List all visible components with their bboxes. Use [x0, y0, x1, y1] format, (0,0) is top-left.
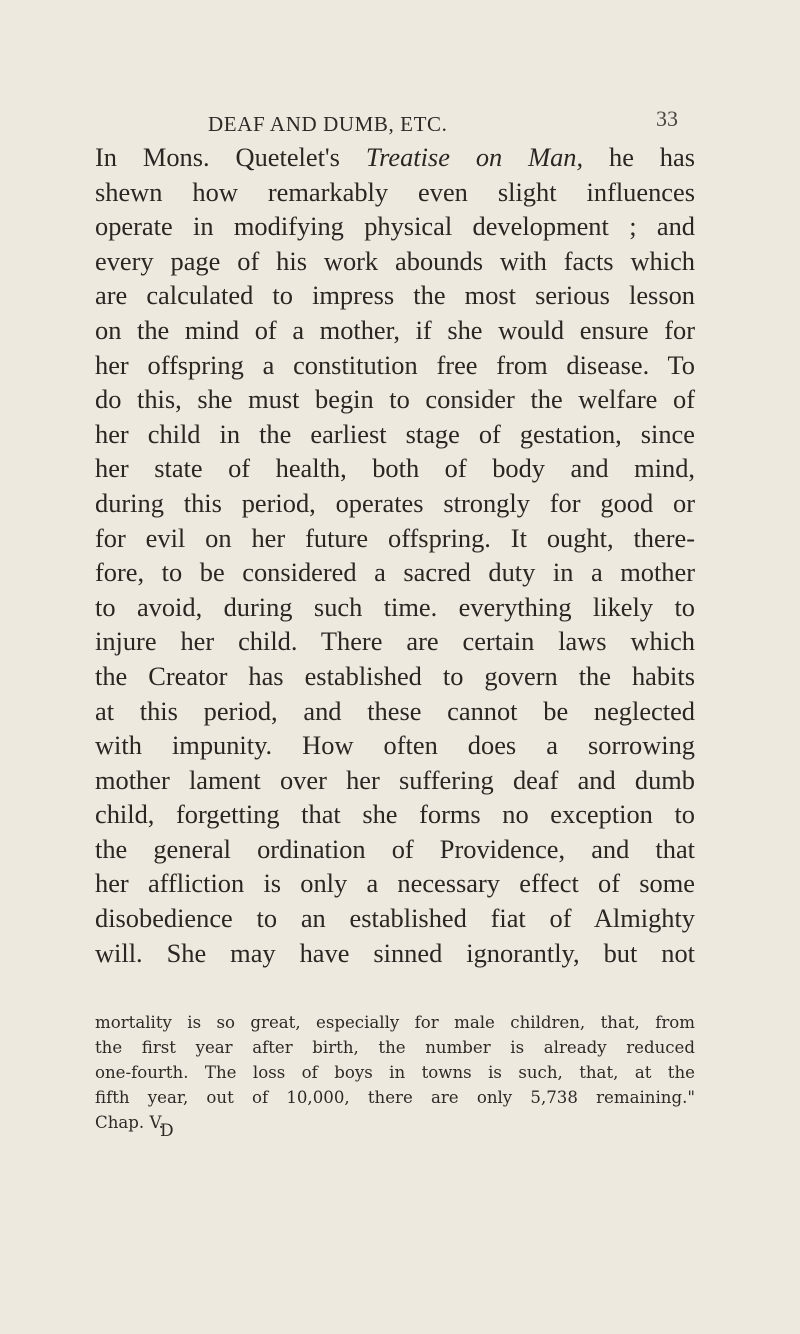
- text-line: [95, 382, 695, 417]
- footnote-line: mortality is so great, especially for male children, that, from: [95, 1013, 695, 1032]
- text-line: [95, 313, 695, 348]
- text-line: [95, 140, 695, 175]
- text-line: [95, 521, 695, 556]
- text-segment: he has: [583, 142, 695, 172]
- text-segment: fore, to be considered a sacred duty in a mother: [95, 557, 695, 588]
- text-line: [95, 936, 695, 971]
- text-line: [95, 175, 695, 210]
- text-line: [95, 348, 695, 383]
- footnote-line: the first year after birth, the number is already reduced: [95, 1038, 695, 1057]
- text-line: [95, 244, 695, 279]
- text-segment: the Creator has established to govern the habits: [95, 660, 695, 691]
- text-line: [95, 590, 695, 625]
- text-line: [95, 278, 695, 313]
- footnote: [95, 1010, 695, 1135]
- text-segment: will. She may have sinned ignorantly, but not: [95, 937, 695, 968]
- text-segment: do this, she must begin to consider the welfare of: [95, 384, 695, 415]
- footnote-line: one-fourth. The loss of boys in towns is such, that, at the: [95, 1063, 695, 1082]
- text-line: [95, 659, 695, 694]
- text-line: [95, 209, 695, 244]
- text-line: [95, 555, 695, 590]
- text-segment: disobedience to an established fiat of Almighty: [95, 903, 695, 934]
- text-line: [95, 866, 695, 901]
- main-text: [95, 140, 695, 970]
- text-segment: operate in modifying physical development ; and: [95, 211, 695, 242]
- text-segment: at this period, and these cannot be neglected: [95, 695, 695, 726]
- text-line: [95, 451, 695, 486]
- text-segment: during this period, operates strongly for good or: [95, 487, 695, 518]
- text-segment: her state of health, both of body and mind,: [95, 453, 695, 484]
- italic-title: Treatise on Man,: [365, 142, 584, 172]
- text-line: [95, 728, 695, 763]
- page-number: 33: [656, 106, 678, 131]
- text-segment: her offspring a constitution free from disease. To: [95, 349, 695, 380]
- text-line: [95, 901, 695, 936]
- text-segment: injure her child. There are certain laws which: [95, 626, 695, 657]
- text-segment: shewn how remarkably even slight influences: [95, 176, 695, 207]
- text-segment: for evil on her future offspring. It ought, there-: [95, 522, 695, 553]
- text-segment: child, forgetting that she forms no exception to: [95, 799, 695, 830]
- footnote-line: Chap. V.: [95, 1113, 164, 1132]
- text-segment: to avoid, during such time. everything likely to: [95, 591, 695, 622]
- text-line: [95, 763, 695, 798]
- text-line: [95, 797, 695, 832]
- text-segment: In Mons. Quetelet's: [95, 142, 366, 172]
- text-segment: on the mind of a mother, if she would ensure for: [95, 314, 695, 345]
- text-segment: are calculated to impress the most serious lesson: [95, 280, 695, 311]
- text-line: [95, 832, 695, 867]
- text-segment: mother lament over her suffering deaf and dumb: [95, 764, 695, 795]
- text-segment: her affliction is only a necessary effect of some: [95, 868, 695, 899]
- text-line: [95, 486, 695, 521]
- text-line: [95, 694, 695, 729]
- text-line: [95, 417, 695, 452]
- footnote-line: fifth year, out of 10,000, there are only 5,738 remaining.": [95, 1088, 695, 1107]
- text-segment: every page of his work abounds with facts which: [95, 245, 695, 276]
- running-head: DEAF AND DUMB, ETC.: [208, 112, 448, 136]
- signature-mark: D: [160, 1121, 174, 1141]
- text-segment: with impunity. How often does a sorrowing: [95, 730, 695, 761]
- text-segment: her child in the earliest stage of gestation, since: [95, 418, 695, 449]
- page-header: [208, 106, 678, 142]
- text-line: [95, 624, 695, 659]
- text-segment: the general ordination of Providence, and that: [95, 833, 695, 864]
